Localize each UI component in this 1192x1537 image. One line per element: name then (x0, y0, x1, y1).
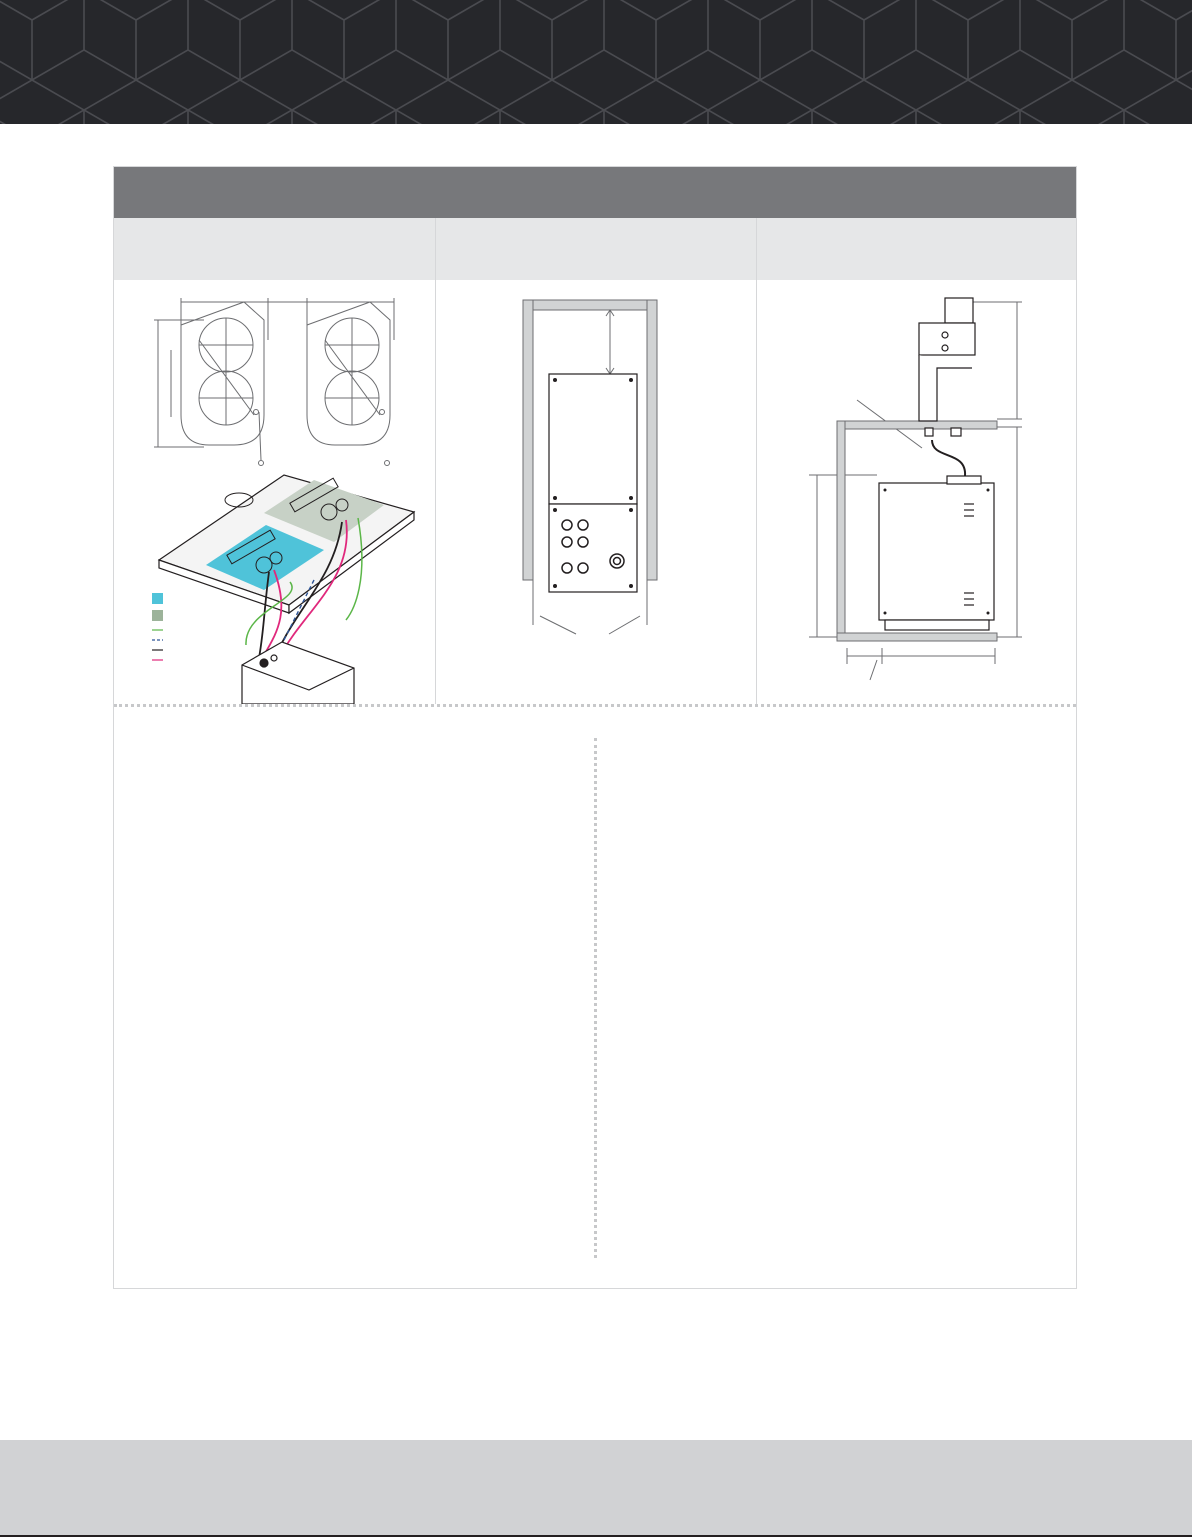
card-title-bar (114, 167, 1076, 218)
cabinet-side-icon (757, 280, 1076, 704)
side-view-drawing (757, 280, 1076, 704)
cabinet-front-icon (436, 280, 756, 704)
tap-layout-icon (114, 280, 435, 704)
column-header-side-view (757, 218, 1076, 280)
installation-spec-card (113, 166, 1077, 1289)
hexagon-pattern-icon (0, 0, 1192, 124)
front-view-drawing (436, 280, 756, 704)
section-divider-horizontal (114, 704, 1076, 707)
header-banner (0, 0, 1192, 124)
section-divider-vertical (594, 738, 597, 1258)
tap-layout-drawing (114, 280, 435, 704)
column-header-tap-layout (114, 218, 435, 280)
column-header-front-view (436, 218, 756, 280)
footer-band (0, 1440, 1192, 1537)
